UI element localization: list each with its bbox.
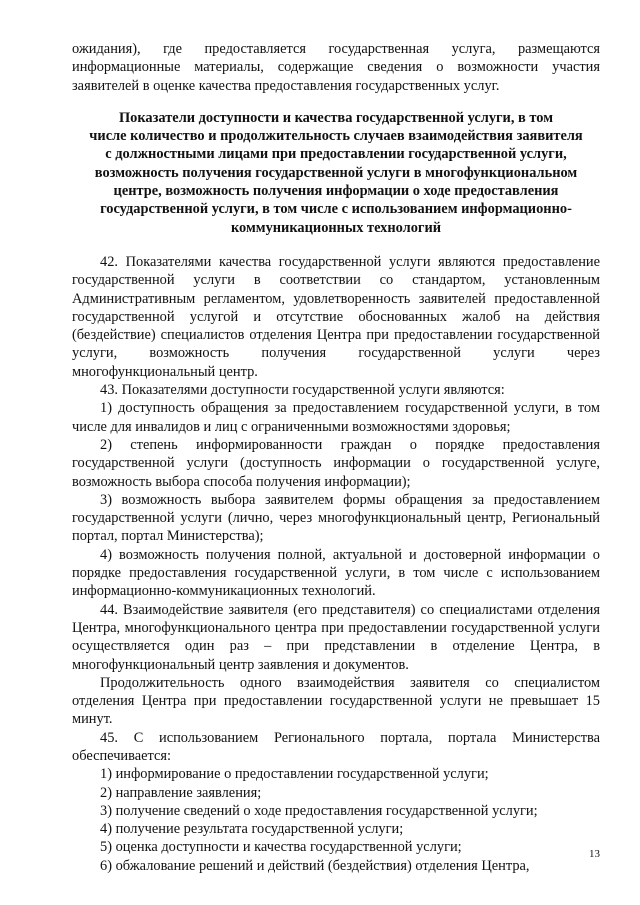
list-item-45-5: 5) оценка доступности и качества государственной услуги; — [100, 839, 462, 856]
list-item-45-4: 4) получение результата государственной услуги; — [100, 821, 404, 838]
heading-line: числе количество и продолжительность случаев взаимодействия заявителя — [89, 128, 583, 145]
heading-line: коммуникационных технологий — [230, 219, 442, 236]
list-item-43-4: 4) возможность получения полной, актуальной и достоверной информации о порядке предоставления государственной услуги, в том числе с использованием информационно-коммуникационных технологий. — [72, 546, 600, 600]
paragraph-45: 45. С использованием Регионального портала, портала Министерства обеспечивается: — [72, 729, 600, 764]
list-item-45-3: 3) получение сведений о ходе предоставления государственной услуги; — [100, 802, 538, 819]
heading-line: центре, возможность получения информации о ходе предоставления — [113, 183, 559, 200]
paragraph-44-duration: Продолжительность одного взаимодействия заявителя со специалистом отделения Центра при предоставлении государственной услуги не превышает 15 минут. — [72, 674, 600, 728]
paragraph-43: 43. Показателями доступности государственной услуги являются: — [100, 382, 505, 399]
page-number: 13 — [589, 848, 600, 860]
heading-line: государственной услуги, в том числе с использованием информационно- — [100, 201, 572, 218]
list-item-43-3: 3) возможность выбора заявителем формы обращения за предоставлением государственной услуги (лично, через многофункциональный центр, Региональный портал, портал Министерства); — [72, 491, 600, 545]
heading-line: Показатели доступности и качества государственной услуги, в том — [118, 109, 554, 126]
paragraph-42: 42. Показателями качества государственной услуги являются предоставление государственной услуги в соответствии со стандартом, установленным Административным регламентом, удовлетворенность заявителей предоставленной государственной услугой и отсутствие обоснованных жалоб на действия (бездействие) специалистов отделения Центра при предоставлении государственной услуги, возможность получения государственной услуги через многофункциональный центр. — [72, 253, 600, 380]
intro-paragraph: ожидания), где предоставляется государственная услуга, размещаются информационные материалы, содержащие сведения о возможности участия заявителей в оценке качества предоставления государственных услуг. — [72, 41, 600, 94]
heading-line: с должностными лицами при предоставлении государственной услуги, — [105, 146, 567, 163]
list-item-43-2: 2) степень информированности граждан о порядке предоставления государственной услуги (доступность информации о государственной услуге, возможность выбора способа получения информации); — [72, 436, 600, 490]
heading-line: возможность получения государственной услуги в многофункциональном — [94, 164, 578, 181]
paragraph-44: 44. Взаимодействие заявителя (его представителя) со специалистами отделения Центра, многофункционального центра при предоставлении государственной услуги осуществляется один раз – при представлении в отделение Центра, в многофункциональный центр заявления и документов. — [72, 601, 600, 673]
list-item-45-2: 2) направление заявления; — [100, 784, 262, 801]
list-item-45-6: 6) обжалование решений и действий (бездействия) отделения Центра, — [100, 857, 530, 874]
list-item-45-1: 1) информирование о предоставлении государственной услуги; — [100, 766, 489, 783]
section-heading — [78, 109, 594, 237]
list-item-43-1: 1) доступность обращения за предоставлением государственной услуги, в том числе для инвалидов и лиц с ограниченными возможностями здоровья; — [72, 400, 600, 435]
page-content — [72, 40, 600, 875]
